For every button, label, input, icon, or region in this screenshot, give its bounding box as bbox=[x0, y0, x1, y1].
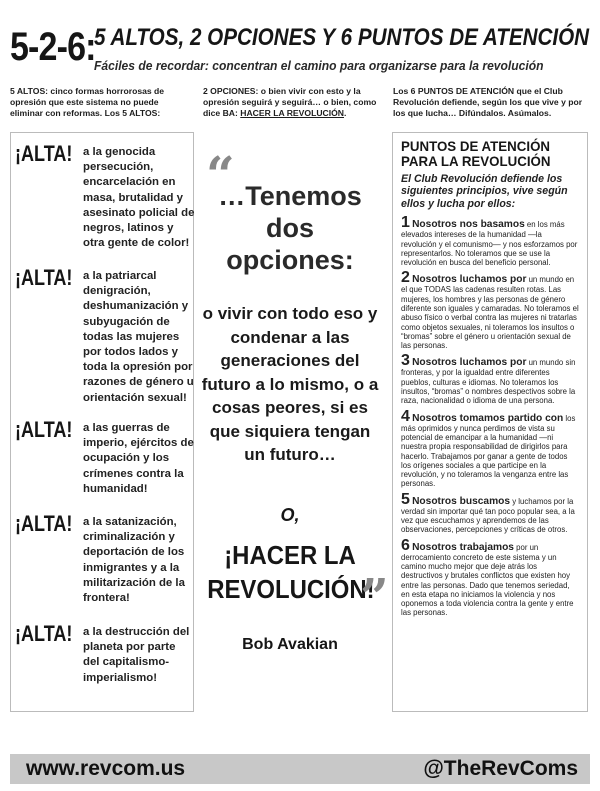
alta-text: a la destrucción del planeta por parte del capitalismo-imperialismo! bbox=[83, 626, 190, 684]
punto-item bbox=[401, 216, 579, 267]
punto-text: por un derrocamiento concreto de este sistema y un camino mucho mejor que deje atrás los destructivos y brutales conflictos que existen hoy entre las personas. Dado que tenemos seriedad, en esta etapa no iniciamos la violencia y nos oponemos a toda violencia contra la gente y entre las personas. bbox=[401, 542, 574, 618]
intro-puntos: Los 6 PUNTOS DE ATENCIÓN que el Club Revolución defiende, según los que vive y por los que lucha… Difúndalos. Asúmalos. bbox=[393, 86, 583, 118]
footer-bar bbox=[10, 754, 590, 784]
punto-text: un mundo sin fronteras, y por la igualdad entre diferentes pueblos, culturas e idiomas. No toleramos los insultos, “bromas” o nombres despectivos sobre la raza, nacionalidad o idioma de una persona. bbox=[401, 358, 576, 406]
alta-label: ¡ALTA! bbox=[15, 511, 73, 536]
quote-body: o vivir con todo eso y condenar a las generaciones del futuro a lo mismo, o a cosas peores, si es que siquiera tengan un futuro… bbox=[201, 304, 379, 464]
punto-lead: Nosotros luchamos por bbox=[412, 274, 527, 286]
intro-opciones-link: HACER LA REVOLUCIÓN bbox=[240, 108, 345, 118]
footer-handle[interactable]: @TheRevComs bbox=[423, 757, 578, 780]
quote-open-mark: “ bbox=[206, 145, 235, 204]
quote-author: Bob Avakian bbox=[242, 636, 338, 653]
punto-text: los más oprimidos y nunca perdimos de vista su potencial de emancipar a la humanidad —ni nuestra propia responsabilidad de dirigirlos para hacerlo. Trabajamos por ganar a gente de todos los orígenes sociales a que participe en la revolución, y no toleramos la venganza entre las personas. bbox=[401, 413, 576, 489]
alta-label: ¡ALTA! bbox=[15, 141, 73, 166]
number-code: 5-2-6: bbox=[10, 25, 96, 69]
punto-item bbox=[401, 536, 579, 618]
altos-box bbox=[10, 132, 194, 712]
alta-label: ¡ALTA! bbox=[15, 621, 73, 646]
punto-item bbox=[401, 407, 579, 489]
quote-or: O, bbox=[280, 505, 300, 525]
punto-lead: Nosotros trabajamos bbox=[412, 541, 514, 553]
punto-lead: Nosotros nos basamos bbox=[412, 219, 525, 231]
punto-text: y luchamos por la verdad sin importar qué tan poco popular sea, a la vez que escuchamos y aprendemos de las observaciones, percepciones y críticas de otros. bbox=[401, 496, 575, 535]
punto-number: 5 bbox=[401, 490, 410, 508]
punto-number: 4 bbox=[401, 407, 410, 425]
punto-number: 3 bbox=[401, 352, 410, 370]
alta-text: a la genocida persecución, encarcelación en masa, brutalidad y asesinato policial de negros, latinos y otra gente de color! bbox=[83, 146, 195, 250]
puntos-box bbox=[392, 132, 588, 712]
quote-close-mark: ” bbox=[360, 567, 389, 626]
punto-item bbox=[401, 354, 579, 405]
alta-label: ¡ALTA! bbox=[15, 265, 73, 290]
punto-number: 1 bbox=[401, 214, 410, 232]
punto-number: 6 bbox=[401, 536, 410, 554]
page-subtitle: Fáciles de recordar: concentran el camino para organizarse para la revolución bbox=[94, 58, 544, 73]
alta-text: a las guerras de imperio, ejércitos de ocupación y los crímenes contra la humanidad! bbox=[83, 422, 194, 495]
puntos-title-line2: PARA LA REVOLUCIÓN bbox=[401, 153, 551, 169]
punto-number: 2 bbox=[401, 269, 410, 287]
footer-website[interactable]: www.revcom.us bbox=[26, 757, 186, 780]
punto-text: un mundo en el que TODAS las cadenas resulten rotas. Las mujeres, los hombres y las personas de género diferente son iguales y camaradas. No toleramos el abuso físico o verbal contra las mujeres ni tratarlas como objetos sexuales, ni toleramos los insultos o “bromas” sobre el género u orientación sexual de las personas. bbox=[401, 275, 579, 351]
punto-item bbox=[401, 490, 579, 535]
punto-item bbox=[401, 271, 579, 350]
alta-text: a la satanización, criminalización y deportación de los inmigrantes y a la militarización de la frontera! bbox=[83, 516, 185, 605]
alta-text: a la patriarcal denigración, deshumanización y subyugación de todas las mujeres por todos lados y toda la opresión por razones de género u orientación sexual! bbox=[83, 270, 194, 404]
quote-cta: ¡HACER LA REVOLUCIÓN! bbox=[207, 540, 375, 604]
intro-altos: 5 ALTOS: cinco formas horrorosas de opresión que este sistema no puede eliminar con reformas. Los 5 ALTOS: bbox=[10, 86, 165, 118]
quote-heading: …Tenemos dos opciones: bbox=[218, 181, 362, 275]
page-title: 5 ALTOS, 2 OPCIONES Y 6 PUNTOS DE ATENCIÓN bbox=[94, 24, 590, 51]
punto-text: en los más elevados intereses de la humanidad —la revolución y el comunismo— y nos esforzamos por representarlos. No toleramos que se use la revolución en busca del beneficio personal. bbox=[401, 220, 578, 268]
header bbox=[10, 20, 590, 80]
punto-lead: Nosotros luchamos por bbox=[412, 357, 527, 369]
alta-label: ¡ALTA! bbox=[15, 417, 73, 442]
puntos-title-line1: PUNTOS DE ATENCIÓN bbox=[401, 138, 551, 154]
punto-lead: Nosotros tomamos partido con bbox=[412, 412, 564, 424]
intro-opciones: 2 OPCIONES: o bien vivir con esto y la opresión seguirá y seguirá… o bien, como dice BA: HACER LA REVOLUCIÓN. bbox=[203, 86, 377, 118]
puntos-subtitle: El Club Revolución defiende los siguientes principios, vive según ellos y lucha por ellos: bbox=[401, 173, 568, 210]
punto-lead: Nosotros buscamos bbox=[412, 495, 511, 507]
intro-opciones-text: 2 OPCIONES: o bien vivir con esto y la opresión seguirá y seguirá… o bien, como dice BA: bbox=[203, 86, 377, 118]
